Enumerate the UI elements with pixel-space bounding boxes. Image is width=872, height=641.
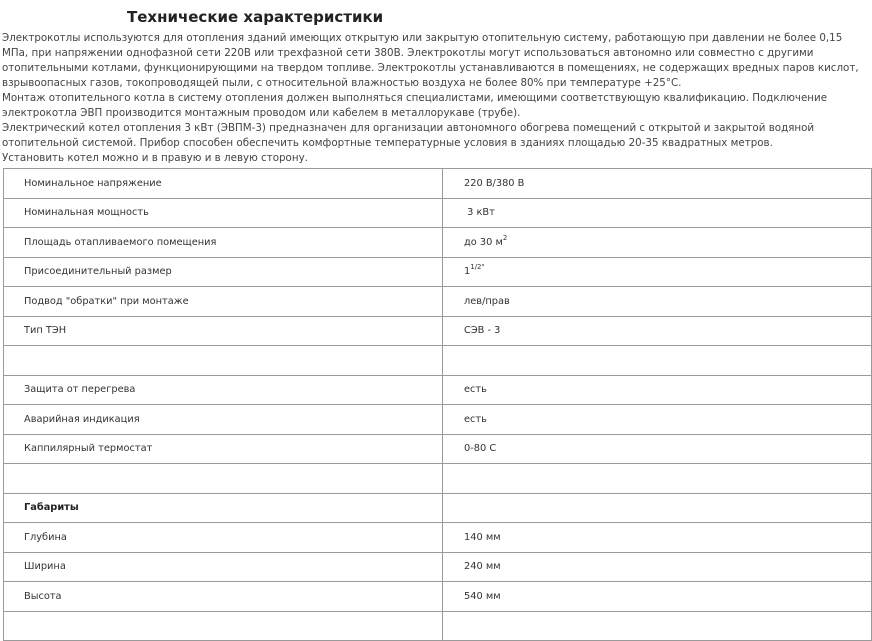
table-row bbox=[4, 552, 872, 582]
spec-value: 0-80 С bbox=[443, 434, 872, 464]
spec-value-text: 1 bbox=[464, 266, 471, 278]
table-row bbox=[4, 375, 872, 405]
spec-label: Подвод "обратки" при монтаже bbox=[4, 287, 443, 317]
spec-section-heading: Габариты bbox=[4, 493, 443, 523]
spec-label: Каппилярный термостат bbox=[4, 434, 443, 464]
spec-value bbox=[443, 257, 872, 287]
table-row bbox=[4, 434, 872, 464]
spec-label bbox=[4, 611, 443, 641]
description-paragraph: Установить котел можно и в правую и в левую сторону. bbox=[2, 152, 308, 164]
spec-label: Номинальная мощность bbox=[4, 198, 443, 228]
spec-value: СЭВ - 3 bbox=[443, 316, 872, 346]
spec-value: 140 мм bbox=[443, 523, 872, 553]
spec-label: Тип ТЭН bbox=[4, 316, 443, 346]
spec-value: 220 В/380 В bbox=[443, 169, 872, 199]
spec-value: 240 мм bbox=[443, 552, 872, 582]
spec-value-text: 3 кВт bbox=[464, 207, 495, 219]
spec-value bbox=[443, 611, 872, 641]
table-row bbox=[4, 228, 872, 258]
spec-label: Присоединительный размер bbox=[4, 257, 443, 287]
description-paragraph: Электрический котел отопления 3 кВт (ЭВПМ-3) предназначен для организации автономного обогрева помещений с открытой и закрытой водяной отопительной системой. Прибор способен обеспечить комфортные температурные условия в зданиях площадью 20-35 квадратных метров. bbox=[2, 122, 815, 149]
spec-value: лев/прав bbox=[443, 287, 872, 317]
spec-label: Защита от перегрева bbox=[4, 375, 443, 405]
spec-value: есть bbox=[443, 405, 872, 435]
spec-label: Номинальное напряжение bbox=[4, 169, 443, 199]
table-row bbox=[4, 405, 872, 435]
spec-label: Ширина bbox=[4, 552, 443, 582]
spec-label bbox=[4, 346, 443, 376]
spec-value: 540 мм bbox=[443, 582, 872, 612]
spec-label: Аварийная индикация bbox=[4, 405, 443, 435]
spec-value-superscript: 2 bbox=[502, 233, 508, 242]
product-description bbox=[2, 31, 870, 166]
spec-value-text: до 30 м bbox=[464, 236, 503, 248]
table-row bbox=[4, 582, 872, 612]
spec-value: есть bbox=[443, 375, 872, 405]
table-row bbox=[4, 257, 872, 287]
table-row bbox=[4, 316, 872, 346]
spec-value bbox=[443, 198, 872, 228]
spec-value-superscript: 1/2" bbox=[470, 263, 485, 272]
table-row bbox=[4, 287, 872, 317]
table-row bbox=[4, 611, 872, 641]
spec-label bbox=[4, 464, 443, 494]
description-paragraph: Монтаж отопительного котла в систему отопления должен выполняться специалистами, имеющими соответствующую квалификацию. Подключение электрокотла ЭВП производится монтажным проводом или кабелем в металлорукаве (трубе). bbox=[2, 92, 828, 119]
spec-label: Высота bbox=[4, 582, 443, 612]
table-row bbox=[4, 523, 872, 553]
table-row bbox=[4, 464, 872, 494]
table-row bbox=[4, 493, 872, 523]
table-row bbox=[4, 346, 872, 376]
spec-value bbox=[443, 346, 872, 376]
description-paragraph: Электрокотлы используются для отопления зданий имеющих открытую или закрытую отопительную систему, работающую при давлении не более 0,15 МПа, при напряжении однофазной сети 220В или трехфазной сети 380В. Электрокотлы могут использоваться автономно или совместно с другими отопительными котлами, функционирующими на твердом топливе. Электрокотлы устанавливаются в помещениях, не содержащих вредных паров кислот, взрывоопасных газов, токопроводящей пыли, с относительной влажностью воздуха не более 80% при температуре +25°С. bbox=[2, 32, 859, 89]
table-row bbox=[4, 169, 872, 199]
spec-value bbox=[443, 228, 872, 258]
spec-label: Площадь отапливаемого помещения bbox=[4, 228, 443, 258]
specs-table bbox=[3, 168, 872, 641]
table-row bbox=[4, 198, 872, 228]
page-title: Технические характеристики bbox=[127, 8, 384, 26]
spec-label: Глубина bbox=[4, 523, 443, 553]
spec-value bbox=[443, 493, 872, 523]
spec-value bbox=[443, 464, 872, 494]
